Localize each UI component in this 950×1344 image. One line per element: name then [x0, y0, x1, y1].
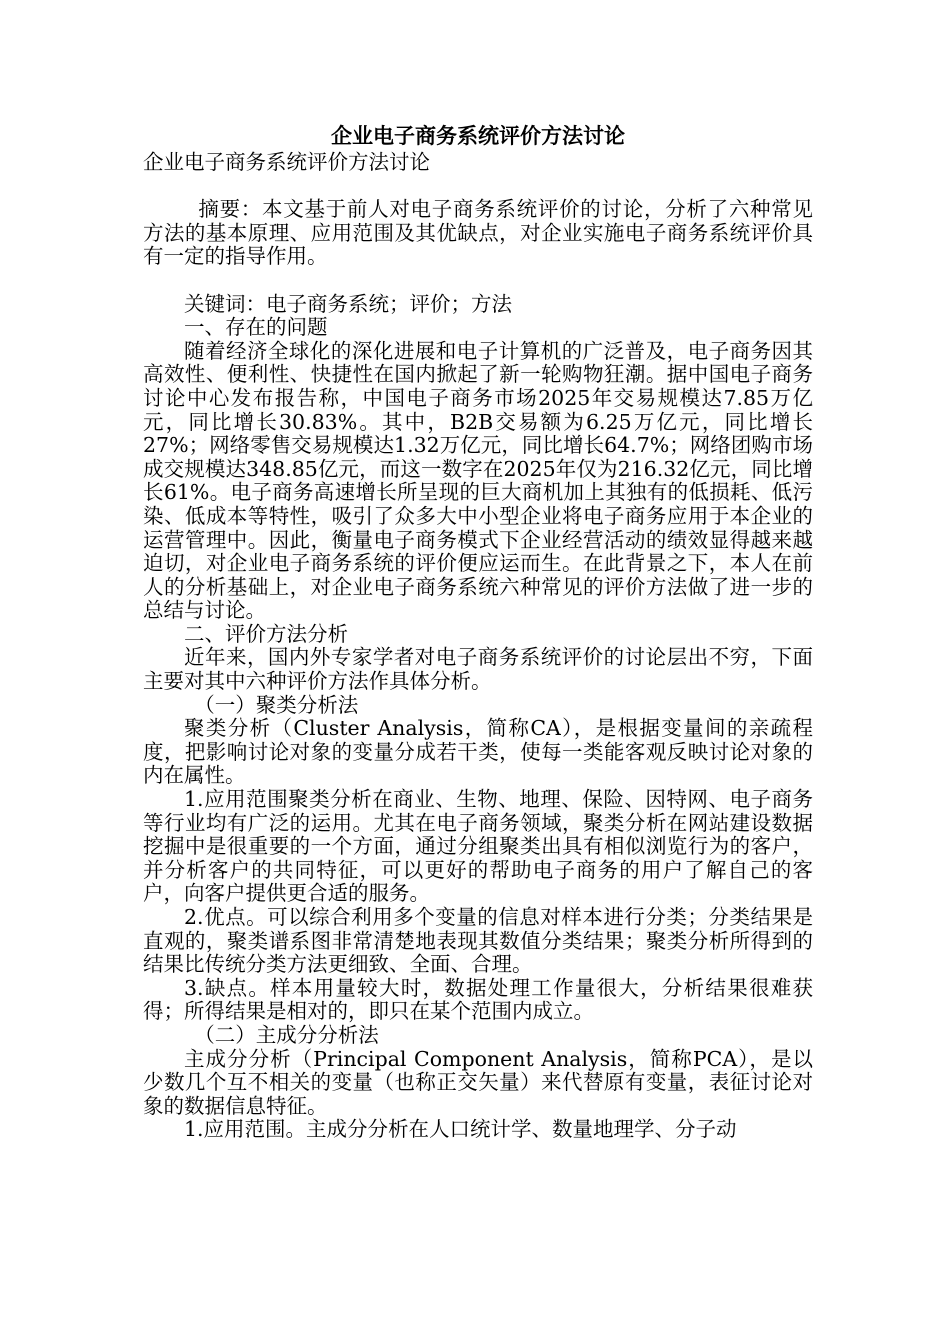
- body-paragraph: 主成分分析（Principal Component Analysis，简称PCA），是以少数几个互不相关的变量（也称正交矢量）来代替原有变量，表征讨论对象的数据信息特征。: [143, 1046, 813, 1118]
- document-title: 企业电子商务系统评价方法讨论: [331, 123, 625, 148]
- document-page: [143, 121, 813, 1142]
- body-paragraph: 随着经济全球化的深化进展和电子计算机的广泛普及，电子商务因其高效性、便利性、快捷性在国内掀起了新一轮购物狂潮。据中国电子商务讨论中心发布报告称，中国电子商务市场2025年交易规模达7.85万亿元，同比增长30.83%。其中，B2B交易额为6.25万亿元，同比增长27%；网络零售交易规模达1.32万亿元，同比增长64.7%；网络团购市场成交规模达348.85亿元，而这一数字在2025年仅为216.32亿元，同比增长61%。电子商务高速增长所呈现的巨大商机加上其独有的低损耗、低污染、低成本等特性，吸引了众多大中小型企业将电子商务应用于本企业的运营管理中。因此，衡量电子商务模式下企业经营活动的绩效显得越来越迫切，对企业电子商务系统的评价便应运而生。在此背景之下，本人在前人的分析基础上，对企业电子商务系统六种常见的评价方法做了进一步的总结与讨论。: [143, 338, 813, 623]
- abstract-paragraph: 摘要：本文基于前人对电子商务系统评价的讨论，分析了六种常见方法的基本原理、应用范围及其优缺点，对企业实施电子商务系统评价具有一定的指导作用。: [143, 197, 813, 269]
- keywords-line: 关键词：电子商务系统；评价；方法: [184, 291, 512, 316]
- document-subtitle: 企业电子商务系统评价方法讨论: [143, 150, 430, 174]
- body-paragraph: 3.缺点。样本用量较大时，数据处理工作量很大，分析结果很难获得；所得结果是相对的，即只在某个范围内成立。: [143, 975, 813, 1024]
- section-heading-problems: 一、存在的问题: [184, 315, 328, 340]
- subsection-heading-cluster: （一）聚类分析法: [194, 692, 359, 717]
- section-heading-methods: 二、评价方法分析: [184, 621, 348, 646]
- blank-line: [143, 175, 813, 199]
- body-paragraph: 近年来，国内外专家学者对电子商务系统评价的讨论层出不穷，下面主要对其中六种评价方法作具体分析。: [143, 645, 813, 694]
- subsection-heading-pca: （二）主成分分析法: [194, 1022, 379, 1047]
- body-paragraph: 2.优点。可以综合利用多个变量的信息对样本进行分类；分类结果是直观的，聚类谱系图非常清楚地表现其数值分类结果；聚类分析所得到的结果比传统分类方法更细致、全面、合理。: [143, 905, 813, 977]
- body-paragraph: 1.应用范围。主成分分析在人口统计学、数量地理学、分子动: [184, 1117, 737, 1142]
- blank-line: [143, 269, 813, 293]
- body-paragraph: 1.应用范围聚类分析在商业、生物、地理、保险、因特网、电子商务等行业均有广泛的运用。尤其在电子商务领域，聚类分析在网站建设数据挖掘中是很重要的一个方面，通过分组聚类出具有相似浏览行为的客户，并分析客户的共同特征，可以更好的帮助电子商务的用户了解自己的客户，向客户提供更合适的服务。: [143, 787, 813, 906]
- body-paragraph: 聚类分析（Cluster Analysis，简称CA），是根据变量间的亲疏程度，把影响讨论对象的变量分成若干类，使每一类能客观反映讨论对象的内在属性。: [143, 716, 813, 788]
